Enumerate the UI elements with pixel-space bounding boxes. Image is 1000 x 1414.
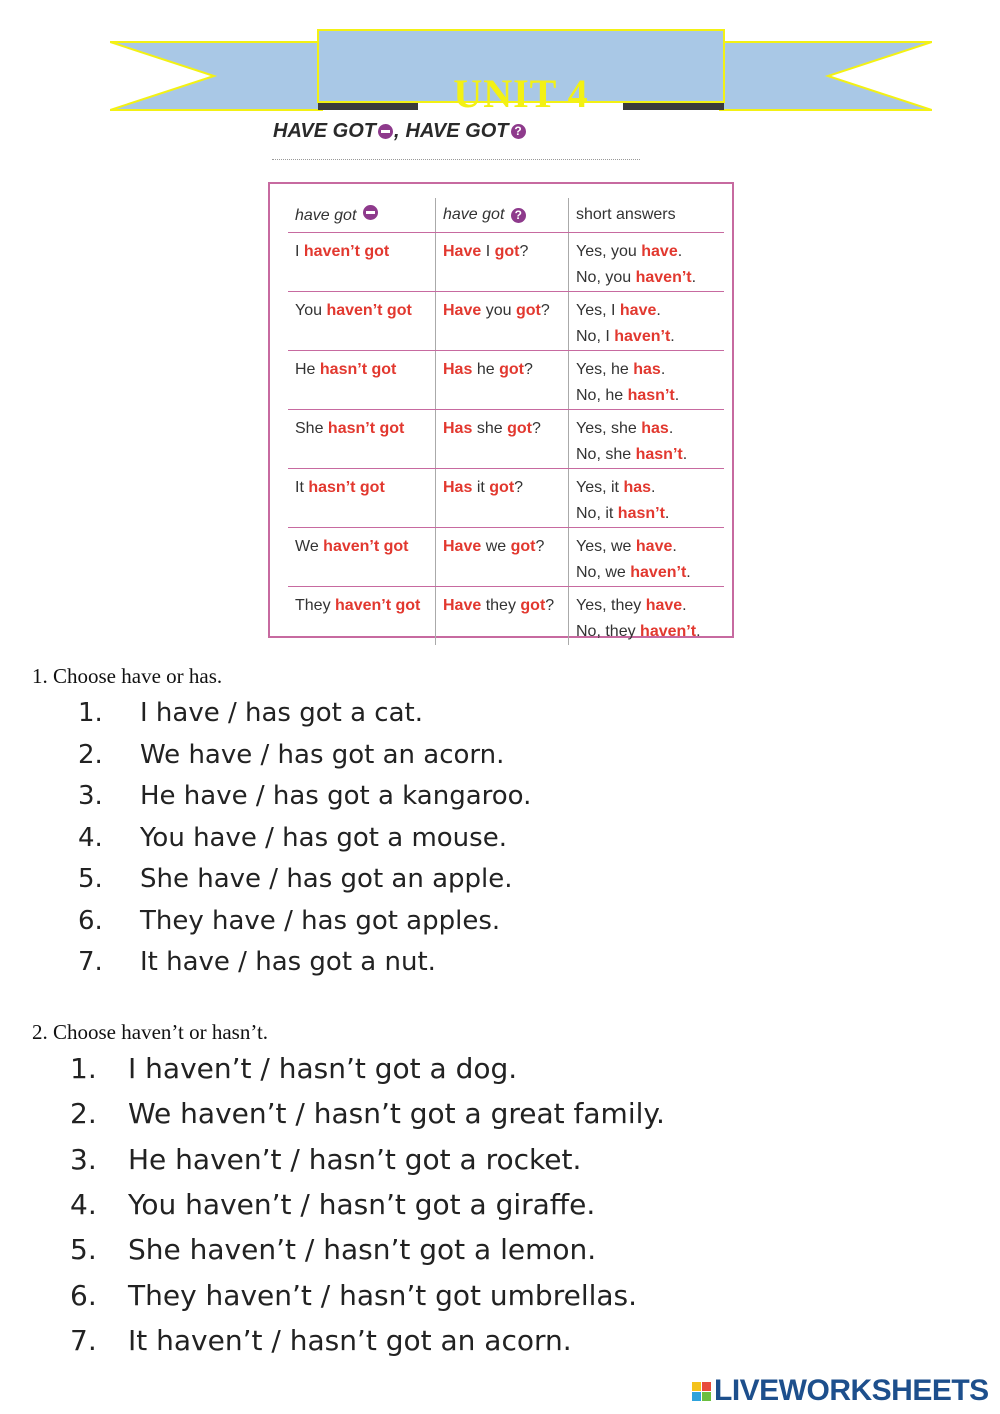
cell-negative bbox=[288, 469, 436, 528]
yes-verb: have bbox=[619, 302, 657, 319]
question-mark: ? bbox=[514, 479, 524, 496]
question-aux: Has bbox=[443, 361, 473, 378]
question-aux: Have bbox=[443, 597, 482, 614]
negative-verb: haven’t got bbox=[303, 243, 390, 260]
item-sentence[interactable]: You haven’t / hasn’t got a giraffe. bbox=[128, 1187, 596, 1221]
header-short-answers: short answers bbox=[569, 198, 725, 233]
yes-verb: have bbox=[645, 597, 683, 614]
question-aux: Has bbox=[443, 479, 473, 496]
item-number: 1. bbox=[78, 698, 103, 728]
table-row bbox=[288, 587, 724, 646]
yes-prefix: Yes, it bbox=[576, 479, 619, 496]
cell-negative bbox=[288, 410, 436, 469]
no-verb: hasn’t bbox=[627, 387, 675, 404]
short-answer-yes: Yes, he has. bbox=[576, 361, 666, 378]
question-circle-icon: ? bbox=[511, 124, 526, 139]
question-circle-icon: ? bbox=[511, 208, 526, 223]
cell-question bbox=[436, 351, 569, 410]
item-sentence[interactable]: It haven’t / hasn’t got an acorn. bbox=[128, 1323, 572, 1357]
item-number: 7. bbox=[78, 947, 103, 977]
subject: We bbox=[295, 538, 319, 555]
item-number: 4. bbox=[78, 822, 103, 853]
short-answer-yes: Yes, you have. bbox=[576, 243, 683, 260]
cell-negative bbox=[288, 351, 436, 410]
table-row bbox=[288, 292, 724, 351]
question-aux: Has bbox=[443, 420, 473, 437]
question-subject: you bbox=[485, 302, 512, 319]
cell-negative bbox=[288, 528, 436, 587]
short-answer-yes: Yes, we have. bbox=[576, 538, 677, 555]
no-verb: haven’t bbox=[640, 623, 697, 640]
cell-question bbox=[436, 233, 569, 292]
subject: You bbox=[295, 302, 322, 319]
grammar-table bbox=[288, 198, 724, 645]
question-got: got bbox=[520, 597, 546, 614]
cell-question bbox=[436, 587, 569, 646]
short-answer-yes: Yes, she has. bbox=[576, 420, 674, 437]
no-prefix: No, she bbox=[576, 446, 632, 463]
liveworksheets-logo[interactable] bbox=[692, 1374, 989, 1408]
cell-short-answers bbox=[569, 292, 725, 351]
minus-circle-icon bbox=[363, 205, 378, 220]
header-question bbox=[436, 198, 569, 233]
question-aux: Have bbox=[443, 302, 482, 319]
table-row bbox=[288, 469, 724, 528]
short-answer-no: No, she hasn’t. bbox=[576, 446, 688, 463]
item-number: 6. bbox=[78, 905, 103, 936]
table-row bbox=[288, 410, 724, 469]
item-sentence[interactable]: She haven’t / hasn’t got a lemon. bbox=[128, 1233, 597, 1267]
yes-verb: has bbox=[633, 361, 661, 378]
item-sentence[interactable]: He have / has got a kangaroo. bbox=[140, 781, 532, 811]
question-mark: ? bbox=[519, 243, 529, 260]
question-subject: he bbox=[476, 361, 495, 378]
title-banner bbox=[110, 28, 932, 116]
question-got: got bbox=[510, 538, 536, 555]
item-sentence[interactable]: You have / has got a mouse. bbox=[140, 822, 507, 853]
question-subject: they bbox=[485, 597, 516, 614]
yes-prefix: Yes, they bbox=[576, 597, 642, 614]
no-prefix: No, we bbox=[576, 564, 626, 581]
grammar-table-body bbox=[288, 233, 724, 646]
cell-question bbox=[436, 469, 569, 528]
table-header-row bbox=[288, 198, 724, 233]
short-answer-no: No, you haven’t. bbox=[576, 269, 697, 286]
subject: He bbox=[295, 361, 316, 378]
no-verb: haven’t bbox=[635, 269, 692, 286]
grammar-heading bbox=[273, 120, 527, 143]
no-verb: haven’t bbox=[630, 564, 687, 581]
no-prefix: No, he bbox=[576, 387, 624, 404]
cell-short-answers bbox=[569, 528, 725, 587]
subject: It bbox=[295, 479, 304, 496]
heading-have-got-negative: HAVE GOT bbox=[273, 120, 376, 142]
no-prefix: No, it bbox=[576, 505, 614, 522]
cell-question bbox=[436, 528, 569, 587]
short-answer-yes: Yes, I have. bbox=[576, 302, 661, 319]
subject: She bbox=[295, 420, 324, 437]
unit-title: UNIT 4 bbox=[453, 71, 589, 116]
item-sentence[interactable]: I have / has got a cat. bbox=[140, 698, 423, 728]
exercise-2-title: 2. Choose haven’t or hasn’t. bbox=[32, 1020, 269, 1044]
item-sentence[interactable]: It have / has got a nut. bbox=[140, 947, 436, 977]
item-number: 7. bbox=[70, 1323, 97, 1357]
no-prefix: No, I bbox=[576, 328, 610, 345]
table-row bbox=[288, 528, 724, 587]
yes-prefix: Yes, we bbox=[576, 538, 632, 555]
item-number: 2. bbox=[78, 739, 103, 770]
table-row bbox=[288, 233, 724, 292]
question-got: got bbox=[515, 302, 541, 319]
yes-verb: have bbox=[641, 243, 678, 260]
yes-prefix: Yes, I bbox=[576, 302, 616, 319]
short-answer-no: No, we haven’t. bbox=[576, 564, 691, 581]
header-label: have got bbox=[443, 206, 505, 223]
question-subject: she bbox=[476, 420, 503, 437]
item-number: 2. bbox=[70, 1097, 97, 1131]
yes-verb: has bbox=[641, 420, 669, 437]
item-number: 5. bbox=[78, 864, 103, 894]
question-got: got bbox=[499, 361, 524, 378]
cell-short-answers bbox=[569, 410, 725, 469]
cell-short-answers bbox=[569, 233, 725, 292]
question-subject: I bbox=[485, 243, 491, 260]
divider bbox=[272, 159, 640, 160]
no-verb: haven’t bbox=[614, 328, 671, 345]
no-verb: hasn’t bbox=[617, 505, 665, 522]
no-verb: hasn’t bbox=[635, 446, 683, 463]
no-prefix: No, you bbox=[576, 269, 632, 286]
short-answer-yes: Yes, it has. bbox=[576, 479, 656, 496]
heading-have-got-question: HAVE GOT bbox=[405, 120, 509, 142]
cell-question bbox=[436, 292, 569, 351]
cell-question bbox=[436, 410, 569, 469]
question-aux: Have bbox=[443, 243, 482, 260]
item-sentence[interactable]: They haven’t / hasn’t got umbrellas. bbox=[128, 1278, 638, 1312]
yes-verb: have bbox=[635, 538, 673, 555]
item-sentence[interactable]: She have / has got an apple. bbox=[140, 864, 513, 894]
exercise-1-title: 1. Choose have or has. bbox=[32, 664, 223, 688]
logo-text: LIVEWORKSHEETS bbox=[714, 1374, 989, 1407]
negative-verb: hasn’t got bbox=[319, 361, 397, 378]
heading-separator: , bbox=[393, 120, 400, 142]
header-label: have got bbox=[295, 207, 357, 224]
cell-short-answers bbox=[569, 351, 725, 410]
question-got: got bbox=[494, 243, 520, 260]
cell-short-answers bbox=[569, 469, 725, 528]
negative-verb: haven’t got bbox=[323, 538, 409, 555]
item-sentence[interactable]: We have / has got an acorn. bbox=[140, 739, 505, 770]
item-number: 5. bbox=[70, 1233, 97, 1267]
item-number: 6. bbox=[70, 1278, 97, 1312]
item-sentence[interactable]: We haven’t / hasn’t got a great family. bbox=[128, 1097, 665, 1131]
question-mark: ? bbox=[523, 361, 533, 378]
subject: They bbox=[295, 597, 331, 614]
question-got: got bbox=[489, 479, 515, 496]
negative-verb: hasn’t got bbox=[308, 479, 385, 496]
item-sentence[interactable]: They have / has got apples. bbox=[140, 905, 501, 936]
short-answer-yes: Yes, they have. bbox=[576, 597, 687, 614]
question-mark: ? bbox=[545, 597, 555, 614]
short-answer-no: No, he hasn’t. bbox=[576, 387, 680, 404]
short-answer-no: No, I haven’t. bbox=[576, 328, 675, 345]
negative-verb: hasn’t got bbox=[327, 420, 405, 437]
cell-negative bbox=[288, 587, 436, 646]
logo-grid-icon bbox=[692, 1382, 711, 1401]
subject: I bbox=[295, 243, 300, 260]
item-number: 4. bbox=[70, 1187, 97, 1221]
table-row bbox=[288, 351, 724, 410]
short-answer-no: No, it hasn’t. bbox=[576, 505, 670, 522]
item-number: 1. bbox=[70, 1052, 97, 1085]
question-got: got bbox=[507, 420, 532, 437]
negative-verb: haven’t got bbox=[326, 302, 412, 319]
minus-circle-icon bbox=[378, 124, 393, 139]
yes-verb: has bbox=[623, 479, 652, 496]
cell-negative bbox=[288, 233, 436, 292]
question-subject: it bbox=[476, 479, 485, 496]
cell-short-answers bbox=[569, 587, 725, 646]
question-subject: we bbox=[485, 538, 507, 555]
item-number: 3. bbox=[70, 1142, 97, 1176]
question-mark: ? bbox=[535, 538, 545, 555]
yes-prefix: Yes, he bbox=[576, 361, 629, 378]
yes-prefix: Yes, she bbox=[576, 420, 637, 437]
item-sentence[interactable]: I haven’t / hasn’t got a dog. bbox=[128, 1052, 518, 1085]
header-negative bbox=[288, 198, 436, 233]
grammar-table-box bbox=[268, 182, 734, 638]
question-mark: ? bbox=[531, 420, 541, 437]
negative-verb: haven’t got bbox=[335, 597, 421, 614]
question-aux: Have bbox=[443, 538, 482, 555]
yes-prefix: Yes, you bbox=[576, 243, 637, 260]
question-mark: ? bbox=[540, 302, 550, 319]
item-sentence[interactable]: He haven’t / hasn’t got a rocket. bbox=[128, 1142, 582, 1176]
short-answer-no: No, they haven’t. bbox=[576, 623, 701, 640]
item-number: 3. bbox=[78, 781, 103, 811]
cell-negative bbox=[288, 292, 436, 351]
no-prefix: No, they bbox=[576, 623, 636, 640]
